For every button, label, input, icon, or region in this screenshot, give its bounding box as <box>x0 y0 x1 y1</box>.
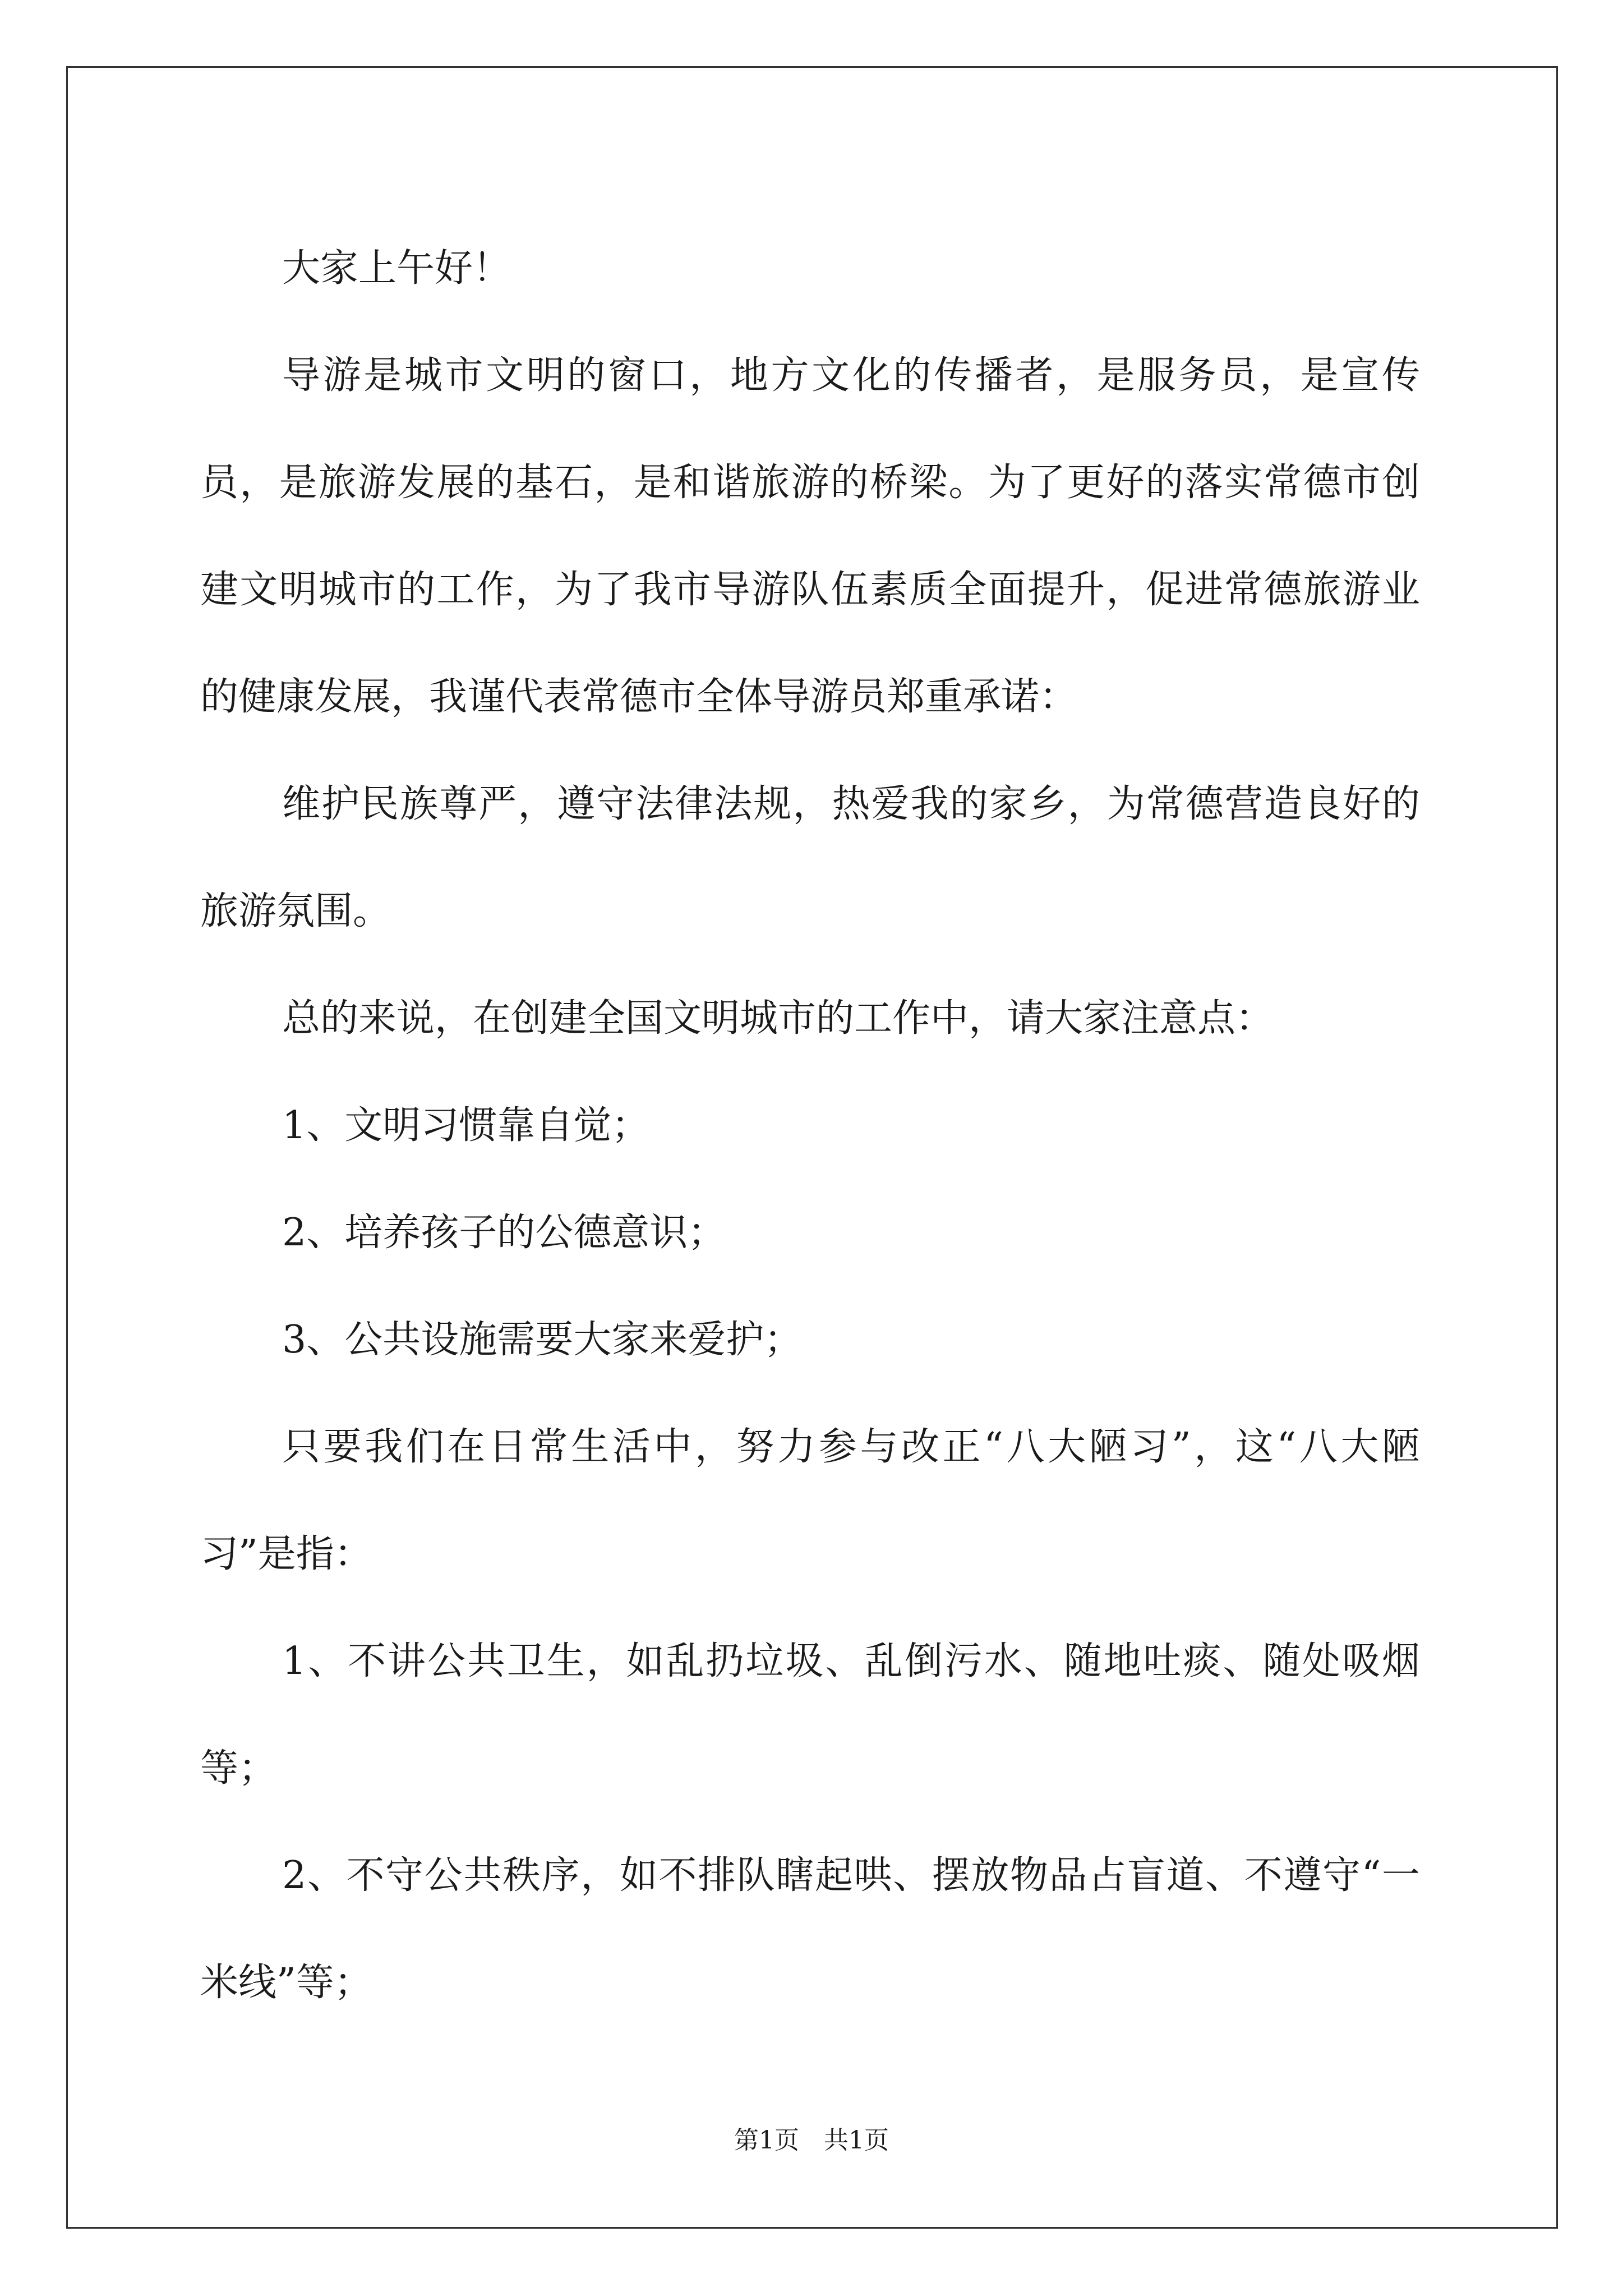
habit-item-2: 2、不守公共秩序，如不排队瞎起哄、摆放物品占盲道、不遵守“一米线”等； <box>200 1853 1420 2005</box>
list-item-2: 2、培养孩子的公德意识； <box>282 1211 726 1255</box>
document-body <box>200 215 1420 2036</box>
page-total: 共1页 <box>824 2126 889 2155</box>
page-footer <box>0 2124 1623 2157</box>
paragraph-greeting: 大家上午好！ <box>282 246 511 291</box>
paragraph-bad-habits: 只要我们在日常生活中，努力参与改正“八大陋习”，这“八大陋习”是指： <box>200 1425 1420 1576</box>
habit-item-1: 1、不讲公共卫生，如乱扔垃圾、乱倒污水、随地吐痰、随处吸烟等； <box>200 1639 1420 1791</box>
list-item-1: 1、文明习惯靠自觉； <box>282 1103 650 1148</box>
paragraph-summary: 总的来说，在创建全国文明城市的工作中，请大家注意点： <box>282 996 1274 1041</box>
list-item-3: 3、公共设施需要大家来爱护； <box>282 1318 803 1362</box>
page-number: 第1页 <box>734 2126 799 2155</box>
paragraph-pledge: 维护民族尊严，遵守法律法规，热爱我的家乡，为常德营造良好的旅游氛围。 <box>200 782 1420 933</box>
paragraph-intro: 导游是城市文明的窗口，地方文化的传播者，是服务员，是宣传员，是旅游发展的基石，是和谐旅游的桥梁。为了更好的落实常德市创建文明城市的工作，为了我市导游队伍素质全面提升，促进常德旅游业的健康发展，我谨代表常德市全体导游员郑重承诺： <box>200 353 1420 719</box>
